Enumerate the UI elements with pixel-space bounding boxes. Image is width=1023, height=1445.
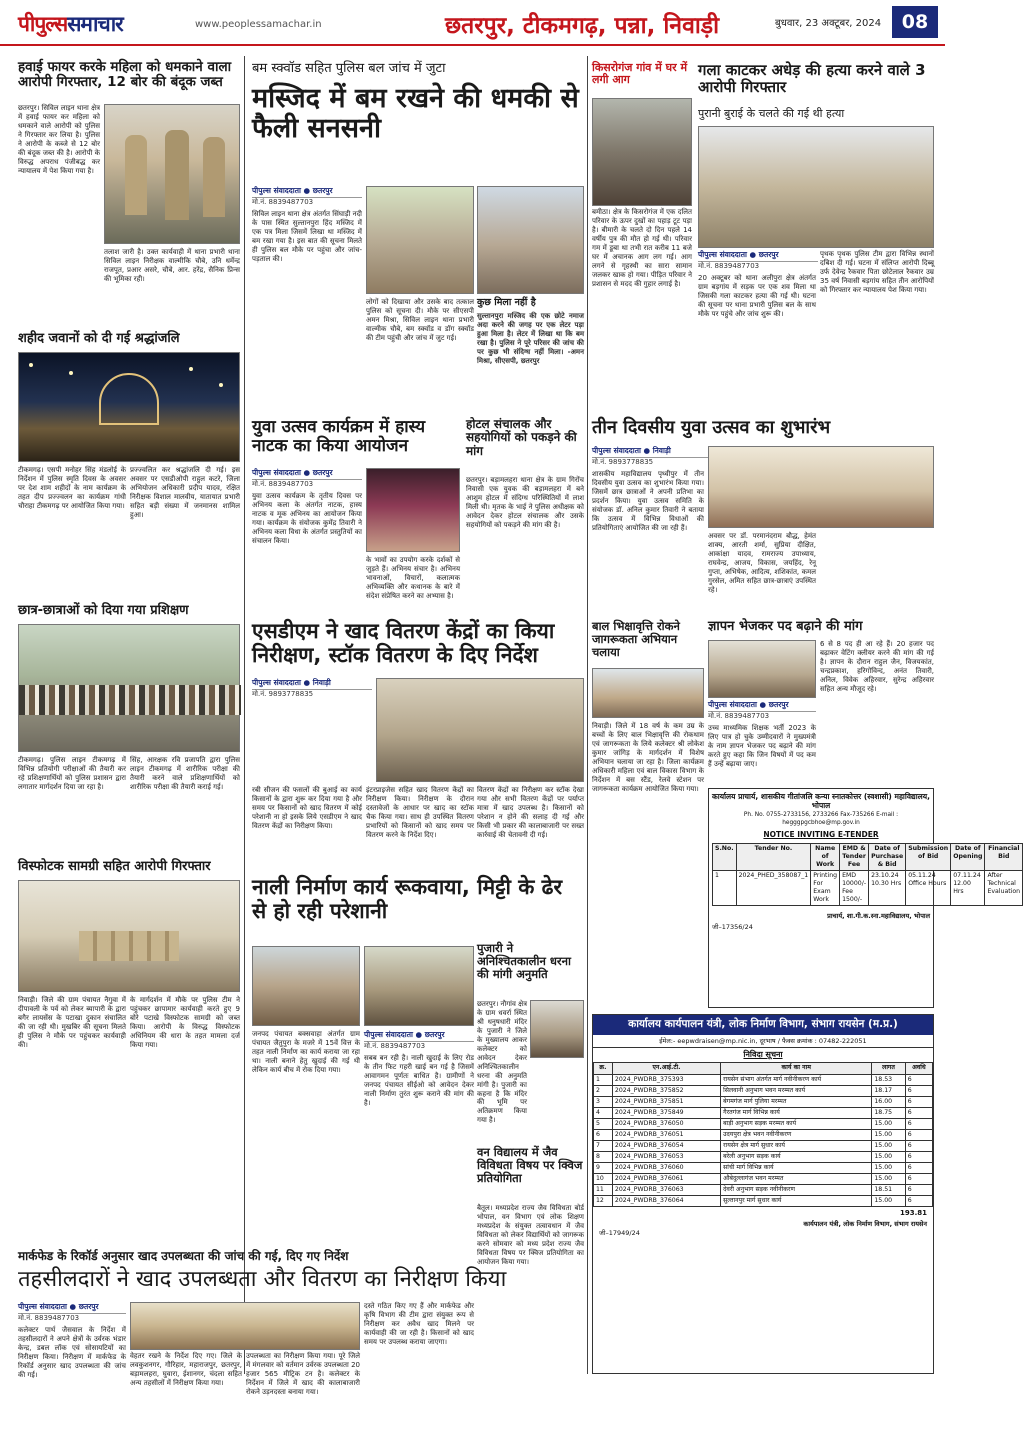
headline-training: छात्र-छात्राओं को दिया गया प्रशिक्षण xyxy=(18,603,189,618)
body-masjid-1: सिविल लाइन थाना क्षेत्र अंतर्गत सिंघाड़ी नदी के पास स्थित सुल्तानपुरा हिंद मस्जिद में एक पत्र मिला जिसमें लिखा था मस्जिद में बम रखा गया है। इस बात की सूचना मिलते ही पुलिस बल मौके पर पहुंचा और जांच-पड़ताल की। xyxy=(252,210,362,263)
pwd-cell: 6 xyxy=(905,1107,932,1118)
body-masjid-2: लोगों को दिखाया और उसके बाद तत्काल पुलिस को सूचना दी। मौके पर सीएसपी अमन मिश्रा, सिविल लाइन थाना प्रभारी वाल्मीक चौबे, बम स्क्वॉड व डॉग स्क्वॉड की टीम पहुंची और जांच में जुट गई। xyxy=(366,298,474,342)
headline-youthfest: तीन दिवसीय युवा उत्सव का शुभारंभ xyxy=(592,417,831,438)
pwd-cell: 1 xyxy=(594,1074,613,1085)
pwd-cell: 15.00 xyxy=(872,1118,905,1129)
pwd-cell: 6 xyxy=(905,1140,932,1151)
column-divider xyxy=(587,56,588,1374)
pwd-cell: 15.00 xyxy=(872,1151,905,1162)
pwd-cell: 6 xyxy=(594,1129,613,1140)
photo-priest xyxy=(530,1000,584,1058)
tender-cell: 2024_PHED_358087_1 xyxy=(736,871,811,906)
pwd-cell: 2024_PWDRB_376050 xyxy=(612,1118,720,1129)
headline-drama: युवा उत्सव कार्यक्रम में हास्य नाटक का किया आयोजन xyxy=(252,417,426,457)
tender-org: कार्यालय प्राचार्य, शासकीय गीतांजलि कन्या स्नातकोत्तर (स्वशासी) महाविद्यालय, भोपाल xyxy=(712,792,930,810)
byline-drama: पीपुल्स संवाददाता ● छतरपुर xyxy=(252,468,362,480)
pwd-cell: सिलवानी अनुभाग भवन मरम्मत कार्य xyxy=(721,1085,872,1096)
photo-arrest xyxy=(104,104,240,244)
body-shaheed-1: टीकमगढ़। एसपी मनोहर सिंह मंडलोई के निर्देशन में पुलिस स्मृति दिवस के अवसर पर देश शाम शहीदों के नाम कार्यक्रम के तहत दीप प्रज्ज्वलन का कार्यक्रम गांधी चौराहा टीकमगढ़ पर आयोजित किया गया। xyxy=(18,466,126,510)
headline-murder: गला काटकर अधेड़ की हत्या करने वाले 3 आरोपी गिरफ्तार xyxy=(698,61,926,96)
page-header xyxy=(0,0,945,46)
pwd-cell: 2024_PWDRB_375852 xyxy=(612,1085,720,1096)
pwd-cell: 11 xyxy=(594,1185,613,1196)
website-url[interactable]: www.peoplessamachar.in xyxy=(195,19,322,30)
pwd-cell: रायसेन संभाग अंतर्गत मार्ग नवीनीकरण कार्य xyxy=(721,1074,872,1085)
pwd-cell: 6 xyxy=(905,1129,932,1140)
body-murder-1: 20 अक्टूबर को थाना अलीपुरा क्षेत्र अंतर्गत ग्राम बड़गांय में सड़क पर एक शव मिला था जिसकी गला काटकर हत्या की गई थी। घटना की सूचना पर थाना प्रभारी पुलिस बल के साथ मौके पर पहुंचे और जांच शुरू की। xyxy=(698,274,816,318)
column-divider xyxy=(244,56,245,1374)
table-row xyxy=(713,871,1023,906)
tender-col: Date of Purchase & Bid xyxy=(869,843,906,870)
byline-tehsildar: पीपुल्स संवाददाता ● छतरपुर xyxy=(18,1302,126,1314)
kicker-masjid: बम स्क्वॉड सहित पुलिस बल जांच में जुटा xyxy=(252,61,446,76)
body-drama-2: के भावों का उपयोग करके दर्शकों से जुड़ते हैं। अभिनय संचार है। अभिनय भावनाओं, विचारों, कलात्मक अभिव्यक्ति और कथानक के बारे में संदेश संप्रेषित करने का अभ्यास है। xyxy=(366,556,460,600)
headline-drain: नाली निर्माण कार्य रूकवाया, मिट्टी के ढेर से हो रही परेशानी xyxy=(252,875,563,923)
mobile-memorandum: मो.नं. 8839487703 xyxy=(708,712,770,720)
table-row xyxy=(594,1074,933,1085)
subhead-murder: पुरानी बुराई के चलते की गई थी हत्या xyxy=(698,107,845,120)
pwd-cell: रायसेन क्षेत्र मार्ग सुधार कार्य xyxy=(721,1140,872,1151)
byline-drain: पीपुल्स संवाददाता ● छतरपुर xyxy=(364,1030,474,1042)
pwd-cell: देवरी अनुभाग सड़क नवीनीकरण xyxy=(721,1185,872,1196)
byline-youthfest: पीपुल्स संवाददाता ● निवाड़ी xyxy=(592,446,742,458)
body-tehsildar-3: उपलब्धता का निरीक्षण किया गया। पूरे जिले में मंगलवार को वर्तमान उर्वरक उपलब्धता 20 हजार 565 मीट्रिक टन है। कलेक्टर के निर्देशन में जिले में खाद की कालाबाजारी रोकने उड़नदस्ता बनाया गया। xyxy=(246,1352,360,1396)
body-tehsildar-4: दस्ते गठित किए गए हैं और मार्कफेड और कृषि विभाग की टीम द्वारा संयुक्त रूप से निरीक्षण कर अवैध खाद मिलने पर कार्यवाही की जा रही है। किसानों को खाद समय पर उपलब्ध कराया जाएगा। xyxy=(364,1302,474,1346)
pwd-cell: 3 xyxy=(594,1096,613,1107)
body-drama-1: युवा उत्सव कार्यक्रम के तृतीय दिवस पर अभिनय कला के अंतर्गत नाटक, हास्य नाटक व मूक अभिनय का आयोजन किया गया। कार्यक्रम के संयोजक कुमेंद्र तिवारी ने अभिनय कला विधा के अंतर्गत प्रस्तुतियों का संचालन किया। xyxy=(252,492,362,545)
photo-masjid-1 xyxy=(366,186,474,294)
table-row xyxy=(594,1151,933,1162)
mobile-youthfest: मो.नं. 9893778835 xyxy=(592,458,654,466)
pwd-cell: 2 xyxy=(594,1085,613,1096)
body-priest: छतरपुर। नौगांव क्षेत्र के ग्राम धवर्रा स्थित श्री धनुषधारी मंदिर के पुजारी ने जिले के मुख्यालय आकर कलेक्टर को आवेदन देकर अनिश्चितकालीन धरना की अनुमति मांगी है। पुजारी का कहना है कि मंदिर की भूमि पर अतिक्रमण किया गया है। xyxy=(477,1000,527,1125)
body-sdm-1: रबी सीजन की फसलों की बुआई का कार्य किसानों के द्वारा शुरू कर दिया गया है और समय पर किसानों को खाद वितरण में कोई परेशानी ना हो इसके लिये एसडीएम ने खाद वितरण केंद्रों का निरीक्षण किया। xyxy=(252,786,362,830)
body-airfire-2: तलाश जारी है। उक्त कार्यवाही में थाना प्रभारी थाना सिविल लाइन निरीक्षक वाल्मीकि चौबे, उनि धर्मेन्द्र राजपूत, प्रआर असरे, चौबे, आर. हरेंद्र, सैनिक प्रिन्स की भूमिका रही। xyxy=(104,248,240,283)
photo-drama xyxy=(366,468,460,552)
body-memorandum-2: 6 से 8 पद ही आ रहे हैं। 20 हजार पद बढ़ाकर वेटिंग क्लीयर करने की मांग की गई है। ज्ञापन के दौरान राहुल जैन, विजयकांत, चन्द्रप्रकाश, हरिगोविन्द, अनंत तिवारी, अनिल, विवेक अहिरवार, सुरेन्द्र अहिरवार सहित अन्य मौजूद रहे। xyxy=(820,640,934,693)
pwd-cell: 2024_PWDRB_375393 xyxy=(612,1074,720,1085)
mobile-masjid: मो.नं. 8839487703 xyxy=(252,198,314,206)
headline-sdm: एसडीएम ने खाद वितरण केंद्रों का किया निरीक्षण, स्टॉक वितरण के दिए निर्देश xyxy=(252,619,555,667)
photo-training xyxy=(18,624,240,752)
pwd-cell: 2024_PWDRB_375849 xyxy=(612,1107,720,1118)
pwd-cell: 15.00 xyxy=(872,1196,905,1207)
body-tehsildar-2: वेहतर रखने के निर्देश दिए गए। जिले के लवकुशनगर, गौरिहार, महाराजपुर, छतरपुर, बड़ामलहरा, घुवारा, ईशानगर, चंदला सहित अन्य तहसीलों में निरीक्षण किया गया। xyxy=(130,1352,242,1387)
tender-cell: 23.10.24 10.30 Hrs xyxy=(869,871,906,906)
body-sdm-2: इंटरप्राइजेस सहित खाद वितरण केंद्रों का निरीक्षण किया। निरीक्षण के दौरान दस्तावेजों के आधार पर खाद का स्टॉक चैक किया गया। साथ ही उपस्थित वितरण प्रभारियों को किसानों को खाद समय पर वितरण करने के निर्देश दिए। xyxy=(366,786,474,839)
tender-code: जी–17356/24 xyxy=(712,922,753,931)
kicker-tehsildar: मार्कफेड के रिकॉर्ड अनुसार खाद उपलब्धता की जांच की गई, दिए गए निर्देश xyxy=(18,1249,349,1263)
body-quiz: बैतूल। मध्यप्रदेश राज्य जैव विविधता बोर्ड भोपाल, वन विभाग एवं लोक शिक्षण मध्यप्रदेश के संयुक्त तत्वावधान में जैव विविधता को लेकर विद्यार्थियों को जागरूक करने सोमवार को मध्य प्रदेश राज्य जैव विविधता विषय पर क्विज प्रतियोगिता का आयोजन किया गया। xyxy=(477,1204,584,1266)
pwd-total: 193.81 xyxy=(899,1209,927,1218)
pwd-cell: 5 xyxy=(594,1118,613,1129)
pwd-cell: 2024_PWDRB_375851 xyxy=(612,1096,720,1107)
tender-cell: 05.11.24 Office Hours xyxy=(906,871,951,906)
byline-murder: पीपुल्स संवाददाता ● छतरपुर xyxy=(698,250,818,262)
body-hotel: छतरपुर। बड़ामलहरा थाना क्षेत्र के ग्राम गिरोंच निवासी एक युवक की बड़ामलहरा में बने आशुम होटल में संदिग्ध परिस्थितियों में लाश मिली थी। मृतक के भाई ने पुलिस अधीक्षक को आवेदन देकर होटल संचालक और उसके सहयोगियों को पकड़ने की मांग की है। xyxy=(466,476,584,529)
pwd-cell: 15.00 xyxy=(872,1174,905,1185)
tender-cell: 1 xyxy=(713,871,737,906)
pwd-cell: 7 xyxy=(594,1140,613,1151)
mobile-drain: मो.नं. 8839487703 xyxy=(364,1042,426,1050)
body-sdm-3: वितरण केंद्रों का निरीक्षण कर स्टॉक देखा गया और सभी वितरण केंद्रों पर पर्याप्त मात्रा में खाद उपलब्ध है। किसानों को परेशान न होने की सलाह दी गई और किसी भी प्रकार की कालाबाजारी पर सख्त कार्रवाई की चेतावनी दी गई। xyxy=(477,786,584,839)
tender-notice-bhopal xyxy=(708,788,1021,1008)
pwd-cell: 10 xyxy=(594,1174,613,1185)
pwd-col: लागत xyxy=(872,1063,905,1074)
pwd-col: एन.आई.टी. xyxy=(612,1063,720,1074)
tender-cell: 07.11.24 12.00 Hrs xyxy=(951,871,985,906)
photo-memorandum xyxy=(708,640,816,698)
photo-explosive xyxy=(18,880,240,992)
pwd-cell: 15.00 xyxy=(872,1129,905,1140)
body-training-2: सिंह, आरक्षक रवि प्रजापति द्वारा पुलिस लाइन टीकमगढ़ में शारीरिक परीक्षा की तैयारी करने वाले प्रशिक्षणार्थियों को शारीरिक परीक्षा की तैयारी कराई गई। xyxy=(130,756,240,791)
headline-begging: बाल भिक्षावृत्ति रोकने जागरूकता अभियान चलाया xyxy=(592,619,680,659)
quote-masjid: सुल्तानपुरा मस्जिद की एक छोटे नमाज अदा करने की जगह पर एक लेटर पड़ा हुआ मिला है। लेटर में लिखा था कि बम रखा है। पुलिस ने पूरे परिसर की जांच की पर कुछ भी संदिग्ध नहीं मिला। -अमन मिश्रा, सीएसपी, छतरपुर xyxy=(477,312,584,365)
photo-begging xyxy=(592,668,704,718)
pwd-cell: औबेदुल्लागंज भवन मरम्मत xyxy=(721,1174,872,1185)
headline-memorandum: ज्ञापन भेजकर पद बढ़ाने की मांग xyxy=(708,619,863,634)
table-row xyxy=(594,1140,933,1151)
newspaper-logo: पीपुल्ससमाचार xyxy=(18,12,123,36)
pwd-cell: 18.51 xyxy=(872,1185,905,1196)
page-number: 08 xyxy=(892,6,938,38)
tender-col: EMD & Tender Fee xyxy=(840,843,869,870)
pwd-cell: बरेली अनुभाग सड़क कार्य xyxy=(721,1151,872,1162)
byline-masjid: पीपुल्स संवाददाता ● छतरपुर xyxy=(252,186,362,198)
pwd-cell: 9 xyxy=(594,1163,613,1174)
body-fire: बमीठा। क्षेत्र के किसरोगंज में एक दलित परिवार के ऊपर दुखों का पहाड़ टूट पड़ा है। बीमारी के चलते दो दिन पहले 14 वर्षीय पुत्र की मौत हो गई थी। परिवार गम में डूबा था तभी रात करीब 11 बजे घर में अचानक आग लग गई। आग लगने से गृहस्थी का सारा सामान जलकर खाक हो गया। पीड़ित परिवार ने प्रशासन से मदद की गुहार लगाई है। xyxy=(592,208,692,288)
pwd-col: अवधि xyxy=(905,1063,932,1074)
pwd-cell: 6 xyxy=(905,1096,932,1107)
edition-cities: छतरपुर, टीकमगढ़, पन्ना, निवाड़ी xyxy=(445,13,720,39)
headline-masjid: मस्जिद में बम रखने की धमकी से फैली सनसनी xyxy=(252,83,579,145)
body-youthfest-1: शासकीय महाविद्यालय पृथ्वीपुर में तीन दिवसीय युवा उत्सव का शुभारंभ किया गया। जिसमें छात्र छात्राओं ने अपनी प्रतिभा का प्रदर्शन किया। युवा उत्सव समिति के संयोजक डॉ. अनिल कुमार तिवारी ने बताया कि उत्सव में विभिन्न विधाओं की प्रतियोगिताएं आयोजित की जा रही हैं। xyxy=(592,470,704,532)
pwd-cell: 2024_PWDRB_376053 xyxy=(612,1151,720,1162)
mobile-tehsildar: मो.नं. 8839487703 xyxy=(18,1314,80,1322)
pwd-cell: बेगमगंज मार्ग पुलिया मरम्मत xyxy=(721,1096,872,1107)
tender-notice-title: NOTICE INVITING E-TENDER xyxy=(763,830,879,840)
headline-quiz: वन विद्यालय में जैव विविधता विषय पर क्विज प्रतियोगिता xyxy=(477,1145,583,1185)
pwd-col: कार्य का नाम xyxy=(721,1063,872,1074)
photo-drain-1 xyxy=(252,946,360,1026)
subhead-masjid: कुछ मिला नहीं है xyxy=(477,297,536,308)
tender-table xyxy=(712,843,1023,906)
tender-contact: Ph. No. 0755-2733156, 2733266 Fax-735266 E-mail : hegggpgcbhoe@mp.gov.in xyxy=(743,812,899,826)
photo-drain-2 xyxy=(364,946,474,1026)
pwd-cell: 6 xyxy=(905,1085,932,1096)
table-row xyxy=(594,1118,933,1129)
pwd-cell: 6 xyxy=(905,1174,932,1185)
headline-shaheed: शहीद जवानों को दी गई श्रद्धांजलि xyxy=(18,331,180,346)
pwd-cell: 2024_PWDRB_376061 xyxy=(612,1174,720,1185)
table-row xyxy=(594,1185,933,1196)
body-murder-2: पृथक पृथक पुलिस टीम द्वारा विभिन्न स्थानों दबिश दी गई। घटना में संलिप्त आरोपी दिब्बू उर्फ देवेन्द्र रैकवार पिता छोटेलाल रैकवार उम्र 35 वर्ष निवासी बड़गांय सहित तीन आरोपियों को गिरफ्तार कर न्यायालय पेश किया गया। xyxy=(820,250,934,294)
body-drain-2: सबब बन रही है। नाली खुदाई के लिए रोड के तीन फिट गहरी खाई बन गई है जिसमें आवागमन पूर्णतः बाधित है। ग्रामीणों ने जनपद पंचायत सीईओ को आवेदन देकर नाली निर्माण तुरंत शुरू कराने की मांग की है। xyxy=(364,1054,474,1107)
pwd-signatory: कार्यपालन यंत्री, लोक निर्माण विभाग, संभाग रायसेन xyxy=(803,1220,927,1229)
table-row xyxy=(594,1096,933,1107)
pwd-table xyxy=(593,1062,933,1207)
tender-col: S.No. xyxy=(713,843,737,870)
pwd-cell: 8 xyxy=(594,1151,613,1162)
pwd-cell: 2024_PWDRB_376064 xyxy=(612,1196,720,1207)
pwd-cell: 2024_PWDRB_376054 xyxy=(612,1140,720,1151)
pwd-contact: ईमेल:- eepwdraisen@mp.nic.in, दूरभाष / फैक्स क्रमांक : 07482-222051 xyxy=(593,1035,933,1048)
tender-cell: Printing For Exam Work xyxy=(811,871,840,906)
byline-sdm: पीपुल्स संवाददाता ● निवाड़ी xyxy=(252,678,372,690)
table-row xyxy=(594,1174,933,1185)
pwd-cell: 2024_PWDRB_376051 xyxy=(612,1129,720,1140)
pwd-cell: उदयपुरा क्षेत्र भवन नवीनीकरण xyxy=(721,1129,872,1140)
tender-notice-pwd xyxy=(592,1014,934,1374)
pwd-cell: 4 xyxy=(594,1107,613,1118)
photo-tehsildar xyxy=(130,1302,360,1350)
body-drain-1: जनपद पंचायत बक्सवाहा अंतर्गत ग्राम पंचायत जैतुपुरा के मजरे में 15वें वित्त के तहत नाली निर्माण का कार्य कराया जा रहा था। नाली बनाने हेतु खुदाई की गई थी लेकिन कार्य बीच में रोक दिया गया। xyxy=(252,1030,360,1074)
table-row xyxy=(594,1196,933,1207)
pwd-cell: 6 xyxy=(905,1151,932,1162)
body-youthfest-2: अवसर पर डॉ. परमानंदराम बौद्ध, हेमंत शाक्य, आरती शर्मा, सुप्रिया दीक्षित, आकांक्षा यादव, रामराज्य उपाध्याय, राघवेन्द्र, आजय, विकास, जयहिंद, रेनू गुप्ता, अभिषेक, आदित्य, शशिकांत, कमल गुरसेल, अमित सहित छात्र-छात्राएं उपस्थित रहे। xyxy=(708,532,816,594)
pwd-office: कार्यालय कार्यपालन यंत्री, लोक निर्माण विभाग, संभाग रायसेन (म.प्र.) xyxy=(593,1015,933,1035)
body-begging: निवाड़ी। जिले में 18 वर्ष के कम उम्र के बच्चों के लिए बाल भिक्षावृत्ति की रोकथाम एवं जागरूकता के लिये कलेक्टर श्री लोकेश कुमार जांगिड़ के मार्गदर्शन में विशेष अभियान चलाया जा रहा है। जिला कार्यक्रम अधिकारी महिला एवं बाल विकास विभाग के निर्देशन में बस स्टैंड, रेलवे स्टेशन पर जागरूकता कार्यक्रम आयोजित किया गया। xyxy=(592,722,704,793)
mobile-drama: मो.नं. 8839487703 xyxy=(252,480,314,488)
photo-fire xyxy=(592,98,692,206)
table-row xyxy=(594,1163,933,1174)
pwd-cell: सुल्तानपुर मार्ग सुधार कार्य xyxy=(721,1196,872,1207)
pwd-cell: 12 xyxy=(594,1196,613,1207)
pwd-cell: 2024_PWDRB_376063 xyxy=(612,1185,720,1196)
body-explosive-1: निवाड़ी। जिले की ग्राम पंचायत नैगुवा में दीपावली के पर्व को लेकर ब्यापारी के द्वारा बगैर लायसेंस के पटाखा दुकान संचालित की जा रही थी। मुखबिर की सूचना मिलते ही पुलिस ने मौके पर पहुंचकर कार्यवाही की। xyxy=(18,996,126,1049)
body-training-1: टीकमगढ़। पुलिस लाइन टीकमगढ़ में विभिन्न प्रतियोगी परीक्षाओं की तैयारी कर रहे प्रशिक्षणार्थियों को पुलिस प्रशासन द्वारा लगातार मार्गदर्शन दिया जा रहा है। xyxy=(18,756,126,791)
body-memorandum-1: उच्च माध्यमिक शिक्षक भर्ती 2023 के लिए पात्र हो चुके उम्मीदवारों ने मुख्यमंत्री के नाम ज्ञापन भेजकर पद बढ़ाने की मांग करते हुए कहा कि जिन विषयों में पद कम हैं उन्हें बढ़ाया जाए। xyxy=(708,724,816,768)
pwd-cell: 18.17 xyxy=(872,1085,905,1096)
pwd-cell: 6 xyxy=(905,1163,932,1174)
pwd-cell: 16.00 xyxy=(872,1096,905,1107)
pwd-cell: 15.00 xyxy=(872,1163,905,1174)
pwd-cell: 18.53 xyxy=(872,1074,905,1085)
tender-cell: EMD 10000/- Fee 1500/- xyxy=(840,871,869,906)
body-airfire-1: छतरपुर। सिविल लाइन थाना क्षेत्र में हवाई फायर कर महिला को धमकाने वाले आरोपी को पुलिस ने गिरफ्तार कर लिया है। पुलिस ने आरोपी के कब्जे से 12 बोर की बंदूक जब्त की है। आरोपी के विरुद्ध अपराध पंजीबद्ध कर न्यायालय में पेश किया गया है। xyxy=(18,104,100,175)
pwd-cell: 6 xyxy=(905,1196,932,1207)
pwd-title: निविदा सूचना xyxy=(743,1050,783,1060)
pwd-cell: 15.00 xyxy=(872,1140,905,1151)
headline-fire: किसरोगंज गांव में घर में लगी आग xyxy=(592,61,688,87)
tender-col: Submission of Bid xyxy=(906,843,951,870)
tender-signatory: प्राचार्य, शा.गी.क.स्ना.महाविद्यालय, भोपाल xyxy=(827,912,930,921)
headline-priest: पुजारी ने अनिश्चितकालीन धरना की मांगी अनुमति xyxy=(477,941,571,981)
pwd-cell: 6 xyxy=(905,1185,932,1196)
photo-masjid-2 xyxy=(477,186,584,294)
headline-explosive: विस्फोटक सामग्री सहित आरोपी गिरफ्तार xyxy=(18,859,211,874)
edition-date: बुधवार, 23 अक्टूबर, 2024 xyxy=(775,18,882,29)
pwd-col: क्र. xyxy=(594,1063,613,1074)
tender-col: Tender No. xyxy=(736,843,811,870)
pwd-cell: 6 xyxy=(905,1118,932,1129)
photo-shaheed-night xyxy=(18,352,240,462)
pwd-cell: 2024_PWDRB_376060 xyxy=(612,1163,720,1174)
tender-col: Name of Work xyxy=(811,843,840,870)
photo-murder xyxy=(698,126,934,248)
pwd-code: जी–17949/24 xyxy=(599,1228,640,1237)
table-row xyxy=(594,1107,933,1118)
headline-airfire: हवाई फायर करके महिला को धमकाने वाला आरोपी गिरफ्तार, 12 बोर की बंदूक जब्त xyxy=(18,59,232,91)
tender-col: Date of Opening xyxy=(951,843,985,870)
tender-col: Financial Bid xyxy=(985,843,1023,870)
headline-hotel: होटल संचालक और सहयोगियों को पकड़ने की मांग xyxy=(466,417,577,458)
pwd-cell: सांची मार्ग विभिन्न कार्य xyxy=(721,1163,872,1174)
mobile-sdm: मो.नं. 9893778835 xyxy=(252,690,314,698)
mobile-murder: मो.नं. 8839487703 xyxy=(698,262,760,270)
body-shaheed-2: प्रज्ज्वलित कर श्रद्धांजलि दी गई। इस अवसर पर एसडीओपी राहुल कटरे, जिला अभियोजन अधिकारी प्रदीप यादव, रक्षित निरीक्षक विशाल मालवीय, यातायात प्रभारी सहित बड़ी संख्या में जनमानस शामिल हुआ। xyxy=(130,466,240,519)
table-row xyxy=(594,1085,933,1096)
pwd-cell: गैरतगंज मार्ग विभिन्न कार्य xyxy=(721,1107,872,1118)
photo-sdm xyxy=(376,678,584,782)
pwd-cell: 6 xyxy=(905,1074,932,1085)
body-tehsildar-1: कलेक्टर पार्थ जैसवाल के निर्देश में तहसीलदारों ने अपने क्षेत्रों के उर्वरक भंडार केन्द्र, डबल लॉक एवं सोसायटियों का निरीक्षण किया। निरीक्षण में मार्कफेड के रिकॉर्ड अनुसार खाद उपलब्धता की जांच की गई। xyxy=(18,1326,126,1379)
byline-memorandum: पीपुल्स संवाददाता ● छतरपुर xyxy=(708,700,816,712)
pwd-cell: 18.75 xyxy=(872,1107,905,1118)
table-row xyxy=(594,1129,933,1140)
body-explosive-2: के मार्गदर्शन में मौके पर पुलिस टीम ने पहुंचकर छापामार कार्यवाही करते हुए 9 बोरे पटाखे विस्फोटक सामग्री को जब्त किया। आरोपी के विरुद्ध विस्फोटक अधिनियम की धारा के तहत मामला दर्ज किया गया। xyxy=(130,996,240,1049)
photo-youthfest xyxy=(708,446,934,528)
headline-tehsildar: तहसीलदारों ने खाद उपलब्धता और वितरण का निरीक्षण किया xyxy=(18,1267,507,1292)
tender-cell: After Technical Evaluation xyxy=(985,871,1023,906)
pwd-cell: बाड़ी अनुभाग सड़क मरम्मत कार्य xyxy=(721,1118,872,1129)
